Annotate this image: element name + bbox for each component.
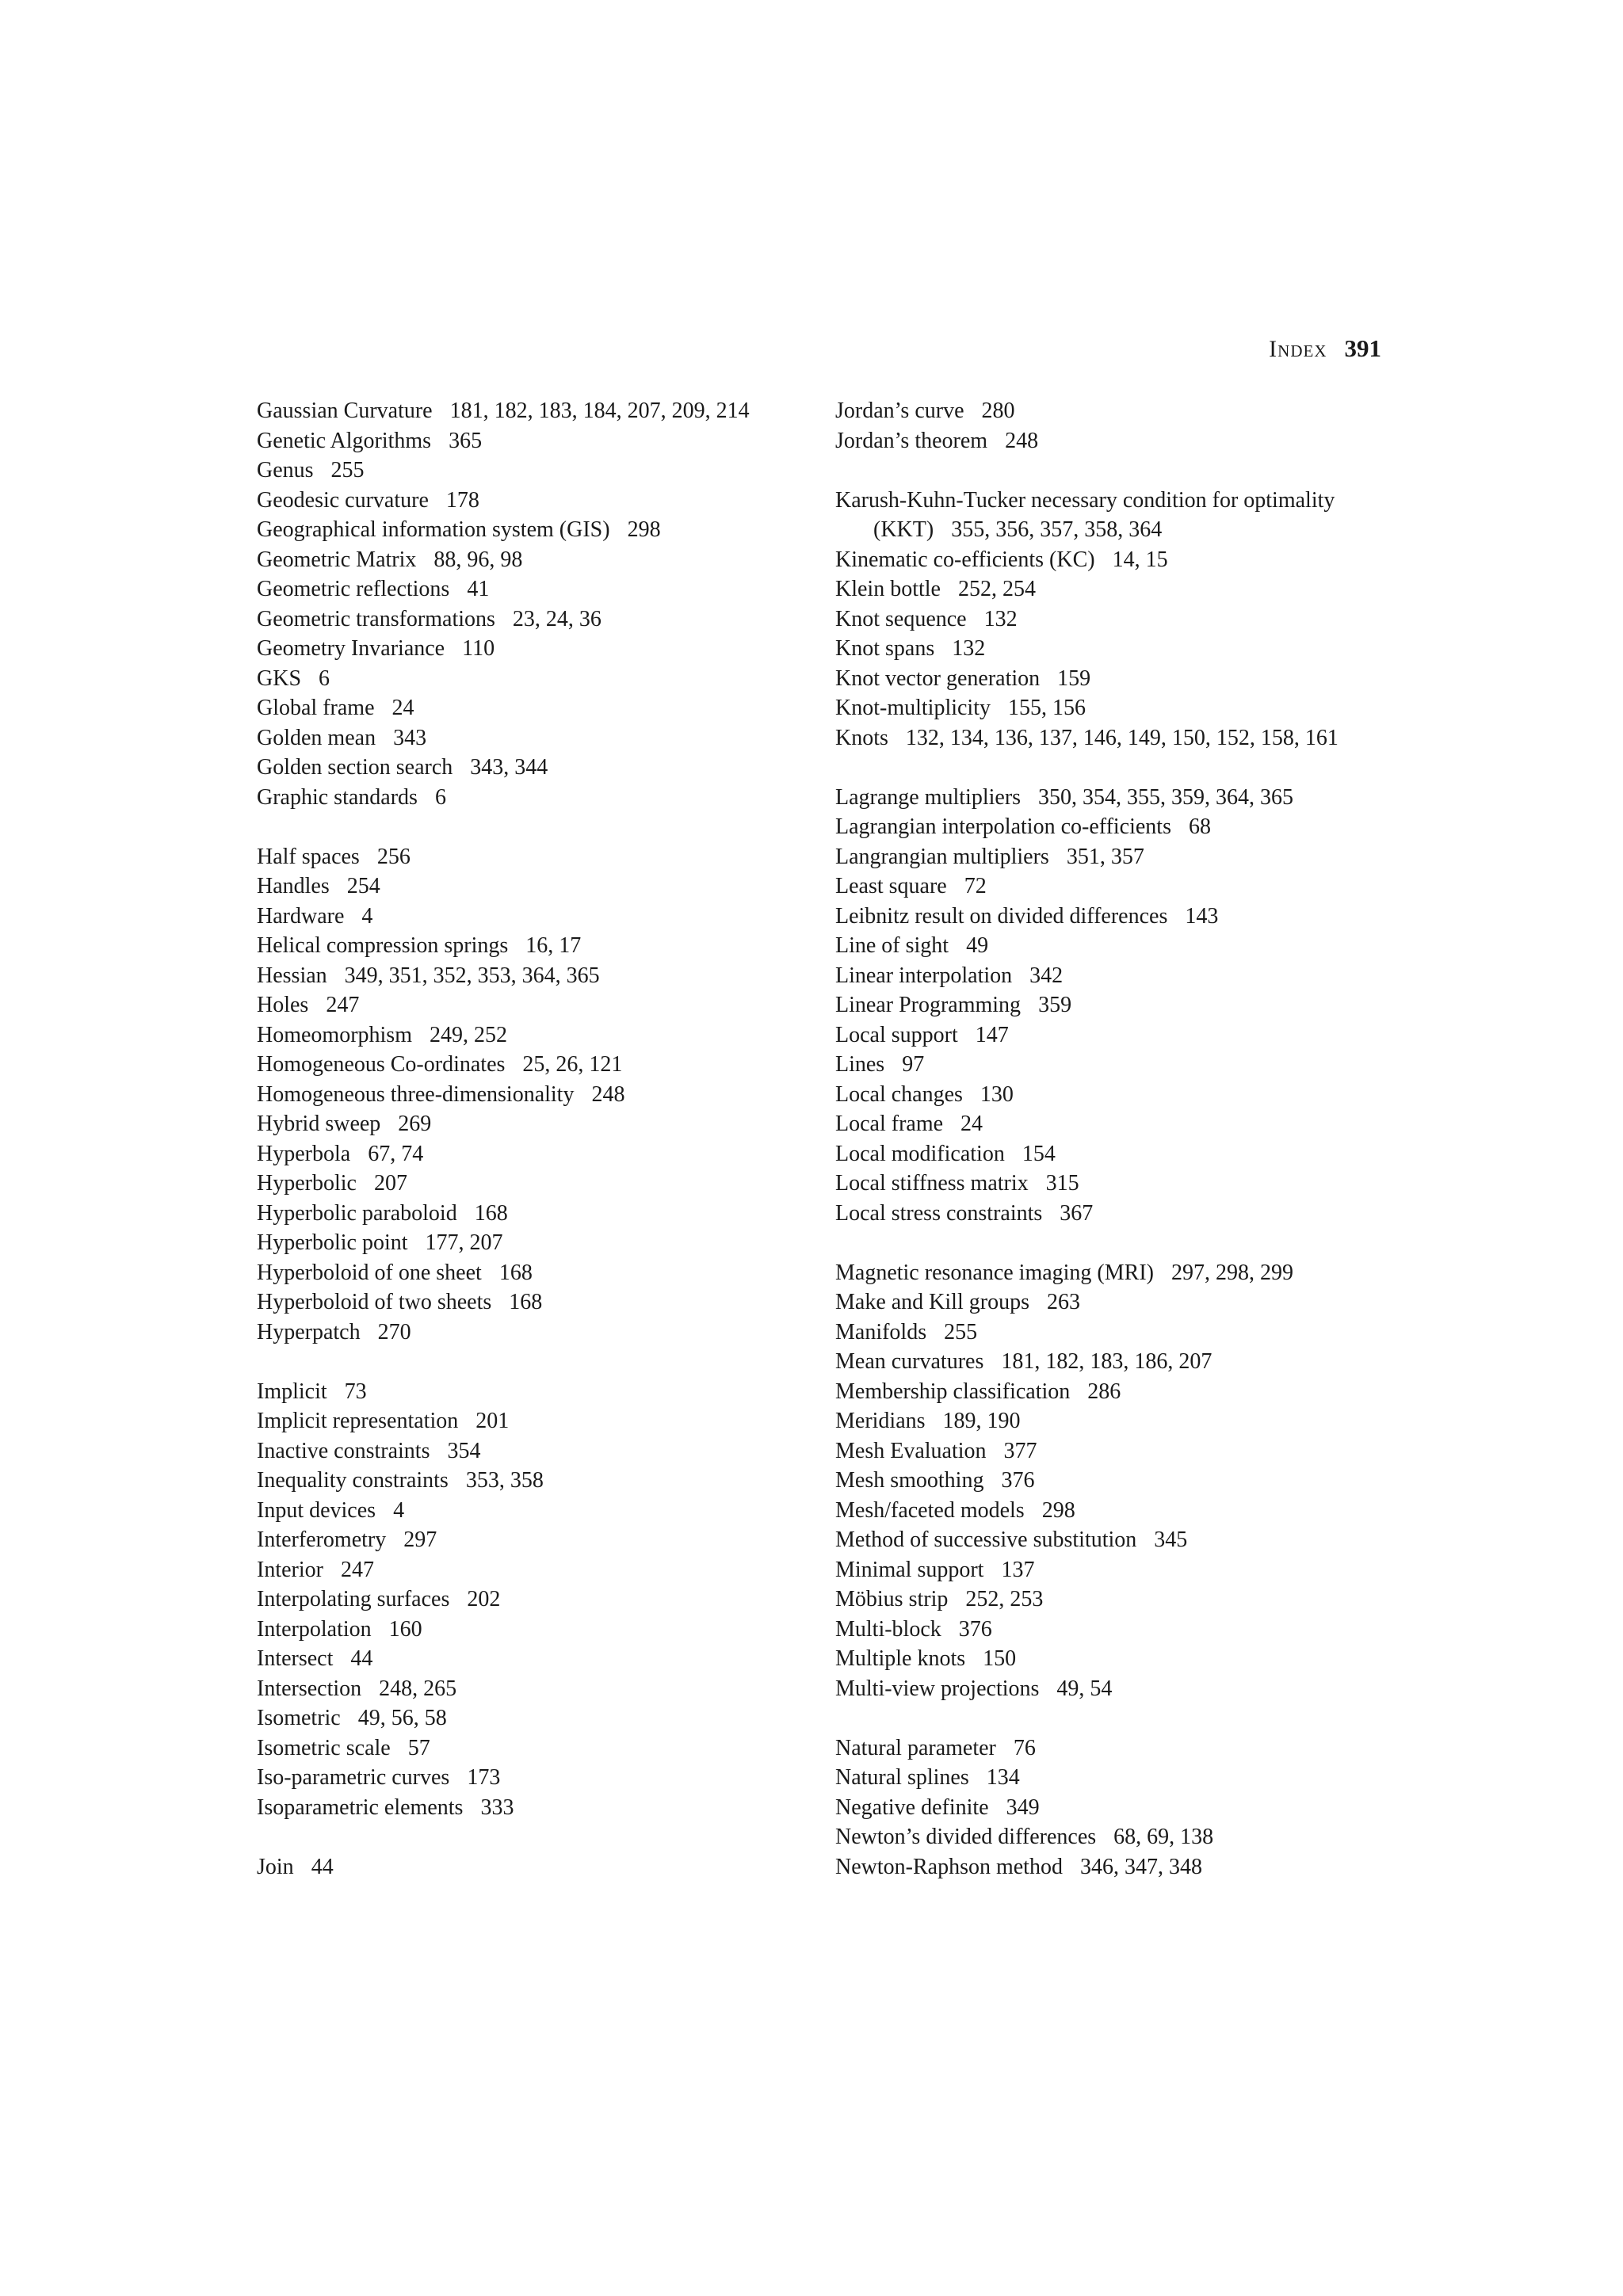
index-term: Natural parameter — [835, 1735, 996, 1760]
index-page-refs: 181, 182, 183, 186, 207 — [1001, 1349, 1212, 1374]
index-entry — [835, 961, 1390, 991]
index-entry — [835, 1822, 1390, 1852]
index-entry — [257, 1050, 812, 1080]
index-entry — [835, 871, 1390, 902]
index-term: Multiple knots — [835, 1646, 966, 1671]
index-entry — [257, 1080, 812, 1110]
index-entry — [257, 783, 812, 813]
index-term: Klein bottle — [835, 577, 941, 601]
index-page-refs: 97 — [902, 1052, 925, 1077]
index-page-refs: 72 — [964, 874, 987, 898]
index-page-refs: 202 — [467, 1587, 501, 1611]
index-page-refs: 346, 347, 348 — [1079, 1854, 1202, 1879]
index-entry — [257, 693, 812, 723]
index-entry — [257, 931, 812, 961]
index-entry — [835, 783, 1390, 813]
index-page-refs: 354 — [447, 1438, 481, 1463]
index-term: Implicit — [257, 1379, 327, 1404]
index-page-refs: 297 — [403, 1527, 437, 1552]
index-page-refs: 333 — [480, 1794, 514, 1820]
index-page-refs: 254 — [346, 874, 380, 898]
index-term: Membership classification — [835, 1379, 1071, 1404]
index-term: Local changes — [835, 1081, 963, 1107]
index-term: Isometric — [257, 1706, 341, 1730]
index-term: Linear interpolation — [835, 963, 1013, 988]
index-term: Minimal support — [835, 1557, 984, 1582]
index-page-refs: 286 — [1087, 1379, 1121, 1404]
index-entry — [835, 664, 1390, 694]
index-term: Homogeneous three-dimensionality — [257, 1081, 575, 1107]
index-entry — [257, 1258, 812, 1288]
index-page-refs: 349 — [1006, 1794, 1040, 1820]
index-term: Helical compression springs — [257, 933, 509, 958]
index-term: Inactive constraints — [257, 1438, 430, 1463]
index-term: Hybrid sweep — [257, 1112, 381, 1136]
index-page-refs: 49, 56, 58 — [357, 1706, 447, 1730]
index-page-refs: 177, 207 — [425, 1230, 503, 1255]
index-entry — [835, 842, 1390, 872]
index-entry — [257, 1228, 812, 1258]
index-term: Kinematic co-efficients (KC) — [835, 547, 1095, 572]
index-term: Join — [257, 1854, 294, 1879]
index-page-refs: 132 — [952, 636, 986, 661]
index-entry — [257, 574, 812, 605]
index-page-refs: 168 — [474, 1200, 508, 1226]
index-page-refs: 247 — [340, 1557, 374, 1582]
index-page-refs: 178 — [445, 487, 479, 513]
index-entry — [835, 634, 1390, 664]
index-entry — [257, 1406, 812, 1436]
index-term: Lagrangian interpolation co-efficients — [835, 814, 1171, 839]
index-entry — [835, 1525, 1390, 1555]
index-page-refs: 67, 74 — [368, 1141, 424, 1166]
index-page-refs: 73 — [344, 1379, 367, 1404]
index-term: Jordan’s theorem — [835, 428, 988, 453]
index-page-refs: 143 — [1185, 903, 1219, 929]
index-page-refs: 6 — [319, 666, 330, 691]
index-page-refs: 252, 254 — [957, 577, 1036, 601]
index-term: Knot spans — [835, 636, 935, 661]
index-entry — [835, 605, 1390, 635]
index-term: Knot vector generation — [835, 666, 1041, 691]
index-entry — [257, 1674, 812, 1704]
index-term: Knot sequence — [835, 606, 967, 631]
index-entry — [835, 812, 1390, 842]
section-label: Index — [1269, 336, 1327, 362]
index-term: Hyperboloid of two sheets — [257, 1290, 492, 1314]
index-entry — [257, 1703, 812, 1733]
index-entry — [835, 1674, 1390, 1704]
index-page-refs: 160 — [388, 1616, 422, 1642]
index-term: Geometry Invariance — [257, 636, 445, 661]
index-entry — [257, 664, 812, 694]
index-entry — [835, 1139, 1390, 1169]
index-column-right — [835, 396, 1390, 1882]
index-page-refs: 16, 17 — [525, 933, 582, 958]
index-entry — [257, 1585, 812, 1615]
index-page-refs: 147 — [975, 1022, 1009, 1047]
index-term: Gaussian Curvature — [257, 399, 433, 423]
index-page-refs: 181, 182, 183, 184, 207, 209, 214 — [449, 399, 750, 423]
index-page-refs: 130 — [980, 1081, 1014, 1107]
index-entry — [835, 1258, 1390, 1288]
index-page-refs: 25, 26, 121 — [522, 1052, 623, 1077]
index-term: Geometric transformations — [257, 606, 495, 631]
index-term: Local stress constraints — [835, 1200, 1043, 1226]
index-page-refs: 376 — [958, 1616, 992, 1642]
index-page-refs: 4 — [361, 903, 373, 929]
index-page-refs: 342 — [1029, 963, 1064, 988]
index-entry — [835, 931, 1390, 961]
index-term: Negative definite — [835, 1794, 989, 1820]
index-page-refs: 377 — [1003, 1438, 1037, 1463]
index-entry — [835, 1644, 1390, 1674]
index-term: Interferometry — [257, 1527, 387, 1552]
index-entry — [257, 426, 812, 456]
index-page-refs: 68 — [1188, 814, 1211, 839]
index-page-refs: 255 — [330, 458, 365, 482]
index-page-refs: 365 — [449, 428, 483, 453]
index-entry — [257, 723, 812, 753]
index-page-refs: 248 — [591, 1081, 625, 1107]
index-term: Knot-multiplicity — [835, 696, 991, 720]
index-entry — [257, 1109, 812, 1139]
index-entry — [835, 990, 1390, 1020]
index-entry — [257, 1615, 812, 1645]
index-page-refs: 134 — [986, 1765, 1020, 1790]
index-term: Genetic Algorithms — [257, 428, 432, 453]
index-page-refs: 343 — [393, 725, 427, 750]
index-term: Natural splines — [835, 1765, 969, 1790]
index-page-refs: 14, 15 — [1112, 547, 1168, 572]
index-term: Leibnitz result on divided differences — [835, 903, 1168, 929]
index-page-refs: 355, 356, 357, 358, 364 — [951, 517, 1163, 542]
index-entry — [257, 871, 812, 902]
index-term: Interpolating surfaces — [257, 1587, 450, 1611]
index-page-refs: 269 — [398, 1112, 432, 1136]
index-term: Möbius strip — [835, 1587, 949, 1611]
index-term: Hyperbola — [257, 1141, 351, 1166]
index-entry — [257, 456, 812, 486]
index-term: Method of successive substitution — [835, 1527, 1137, 1552]
index-entry — [257, 605, 812, 635]
index-entry — [835, 396, 1390, 426]
index-page-refs: 353, 358 — [465, 1468, 544, 1493]
index-entry — [835, 1436, 1390, 1466]
index-term: Linear Programming — [835, 993, 1022, 1017]
index-page-refs: 57 — [407, 1735, 430, 1760]
index-term: Handles — [257, 874, 330, 898]
index-entry — [257, 1318, 812, 1348]
index-term: Homeomorphism — [257, 1022, 412, 1047]
index-page-refs: 359 — [1038, 993, 1072, 1017]
index-entry — [257, 486, 812, 516]
index-page-refs: 110 — [462, 636, 495, 661]
index-entry — [257, 1733, 812, 1764]
index-term: Local modification — [835, 1141, 1005, 1166]
index-entry — [257, 396, 812, 426]
index-entry — [835, 545, 1390, 575]
index-page-refs: 137 — [1001, 1557, 1035, 1582]
index-page-refs: 132, 134, 136, 137, 146, 149, 150, 152, 158, 161 — [905, 725, 1338, 750]
index-page-refs: 248 — [1005, 428, 1039, 453]
index-page-refs: 4 — [393, 1497, 405, 1523]
index-entry — [835, 1496, 1390, 1526]
index-entry — [835, 1377, 1390, 1407]
index-term: Local stiffness matrix — [835, 1171, 1029, 1196]
index-entry — [835, 574, 1390, 605]
index-entry — [835, 1318, 1390, 1348]
index-term: Golden mean — [257, 725, 376, 750]
index-term: Magnetic resonance imaging (MRI) — [835, 1260, 1154, 1285]
index-page-refs: 173 — [467, 1765, 501, 1790]
index-entry — [257, 1763, 812, 1793]
index-page-refs: 247 — [326, 993, 360, 1017]
index-page-refs: 345 — [1154, 1527, 1188, 1552]
page-number: 391 — [1344, 334, 1381, 362]
index-page-refs: 88, 96, 98 — [433, 547, 523, 572]
index-entry — [835, 1080, 1390, 1110]
index-entry — [835, 1287, 1390, 1318]
index-page-refs: 256 — [376, 844, 411, 869]
index-page-refs: 263 — [1046, 1290, 1080, 1314]
index-page-refs: 248, 265 — [379, 1676, 457, 1701]
index-entry — [835, 1406, 1390, 1436]
index-page-refs: 252, 253 — [965, 1587, 1044, 1611]
index-term: Multi-view projections — [835, 1676, 1040, 1701]
index-page-refs: 376 — [1001, 1468, 1035, 1493]
index-entry — [257, 961, 812, 991]
index-term: Karush-Kuhn-Tucker necessary condition for optimality (KKT) — [835, 487, 1335, 542]
index-term: Mesh smoothing — [835, 1468, 984, 1493]
index-term: Lagrange multipliers — [835, 784, 1022, 810]
index-page-refs: 76 — [1013, 1735, 1036, 1760]
index-entry — [257, 1466, 812, 1496]
index-term: Newton-Raphson method — [835, 1854, 1063, 1879]
index-page-refs: 24 — [391, 696, 414, 720]
index-term: Langrangian multipliers — [835, 844, 1049, 869]
index-page-refs: 201 — [475, 1409, 510, 1433]
index-term: Hyperpatch — [257, 1319, 361, 1344]
index-term: Intersection — [257, 1676, 362, 1701]
index-term: Geographical information system (GIS) — [257, 517, 610, 542]
index-entry — [835, 1763, 1390, 1793]
index-page-refs: 24 — [960, 1112, 983, 1136]
index-page-refs: 159 — [1057, 666, 1091, 691]
index-term: Lines — [835, 1052, 885, 1077]
index-term: Global frame — [257, 696, 375, 720]
index-page-refs: 44 — [350, 1646, 373, 1671]
index-term: Inequality constraints — [257, 1468, 449, 1493]
index-page-refs: 150 — [983, 1646, 1017, 1671]
index-entry — [257, 1139, 812, 1169]
index-entry — [257, 1525, 812, 1555]
index-term: Graphic standards — [257, 784, 418, 810]
index-entry — [835, 1020, 1390, 1051]
index-entry — [835, 1585, 1390, 1615]
index-entry — [257, 1793, 812, 1823]
index-page-refs: 351, 357 — [1066, 844, 1144, 869]
index-term: Mean curvatures — [835, 1349, 984, 1374]
index-entry — [257, 1020, 812, 1051]
index-term: Jordan’s curve — [835, 399, 964, 423]
index-page-refs: 168 — [498, 1260, 533, 1285]
index-term: Isometric scale — [257, 1735, 391, 1760]
index-entry — [835, 1109, 1390, 1139]
index-term: Hyperboloid of one sheet — [257, 1260, 482, 1285]
index-entry — [257, 515, 812, 545]
index-term: Genus — [257, 458, 314, 482]
index-term: Mesh Evaluation — [835, 1438, 987, 1463]
index-term: Line of sight — [835, 933, 949, 958]
index-term: Iso-parametric curves — [257, 1765, 450, 1790]
index-page-refs: 367 — [1060, 1200, 1094, 1226]
index-entry — [257, 1377, 812, 1407]
running-head — [1269, 333, 1381, 365]
index-page-refs: 343, 344 — [470, 755, 548, 780]
index-term: Meridians — [835, 1409, 926, 1433]
index-term: Local frame — [835, 1112, 944, 1136]
index-page-refs: 41 — [467, 577, 490, 601]
index-term: Multi-block — [835, 1616, 941, 1642]
index-page-refs: 23, 24, 36 — [512, 606, 601, 631]
index-entry — [835, 1852, 1390, 1882]
index-term: Intersect — [257, 1646, 334, 1671]
index-page-refs: 49 — [966, 933, 989, 958]
index-entry — [835, 723, 1390, 753]
index-term: Holes — [257, 993, 309, 1017]
index-term: Interpolation — [257, 1616, 372, 1642]
index-term: Geodesic curvature — [257, 487, 429, 513]
index-page-refs: 68, 69, 138 — [1113, 1825, 1214, 1849]
index-entry — [257, 1199, 812, 1229]
index-term: Half spaces — [257, 844, 360, 869]
index-term: Hyperbolic — [257, 1171, 357, 1196]
index-term: Interior — [257, 1557, 323, 1582]
index-page-refs: 249, 252 — [430, 1022, 507, 1047]
index-entry — [835, 1466, 1390, 1496]
index-entry — [257, 1852, 812, 1882]
index-entry — [257, 1644, 812, 1674]
index-column-left — [257, 396, 812, 1882]
index-term: Golden section search — [257, 755, 453, 780]
index-entry — [257, 1287, 812, 1318]
index-page-refs: 298 — [627, 517, 661, 542]
index-entry — [835, 1347, 1390, 1377]
index-term: Manifolds — [835, 1319, 927, 1344]
index-term: Least square — [835, 874, 947, 898]
index-term: Input devices — [257, 1497, 376, 1523]
index-page-refs: 168 — [509, 1290, 543, 1314]
index-term: Newton’s divided differences — [835, 1825, 1097, 1849]
index-term: Implicit representation — [257, 1409, 459, 1433]
index-entry — [257, 545, 812, 575]
index-page-refs: 44 — [311, 1854, 334, 1879]
index-entry — [257, 1496, 812, 1526]
index-entry — [835, 1169, 1390, 1199]
index-page-refs: 6 — [434, 784, 446, 810]
index-term: Make and Kill groups — [835, 1290, 1029, 1314]
index-entry — [835, 426, 1390, 456]
index-term: Hyperbolic paraboloid — [257, 1200, 457, 1226]
index-page-refs: 350, 354, 355, 359, 364, 365 — [1038, 784, 1294, 810]
index-page-refs: 132 — [983, 606, 1018, 631]
index-page-refs: 297, 298, 299 — [1170, 1260, 1293, 1285]
index-page-refs: 207 — [373, 1171, 407, 1196]
index-term: Mesh/faceted models — [835, 1497, 1025, 1523]
index-page-refs: 349, 351, 352, 353, 364, 365 — [344, 963, 600, 988]
index-term: Homogeneous Co-ordinates — [257, 1052, 506, 1077]
index-entry — [835, 486, 1390, 545]
index-page-refs: 270 — [377, 1319, 411, 1344]
index-entry — [257, 842, 812, 872]
index-entry — [257, 1169, 812, 1199]
index-entry — [835, 1793, 1390, 1823]
index-term: Geometric Matrix — [257, 547, 417, 572]
index-term: Hessian — [257, 963, 327, 988]
index-page-refs: 280 — [981, 399, 1015, 423]
index-term: Hardware — [257, 903, 345, 929]
index-entry — [835, 1199, 1390, 1229]
index-term: Knots — [835, 725, 888, 750]
index-page-refs: 155, 156 — [1008, 696, 1086, 720]
index-entry — [835, 693, 1390, 723]
index-entry — [257, 753, 812, 783]
index-entry — [257, 902, 812, 932]
index-term: Isoparametric elements — [257, 1794, 464, 1820]
index-entry — [835, 1615, 1390, 1645]
index-entry — [257, 990, 812, 1020]
index-term: Geometric reflections — [257, 577, 450, 601]
index-entry — [835, 1555, 1390, 1585]
index-entry — [835, 902, 1390, 932]
index-entry — [257, 634, 812, 664]
index-page-refs: 298 — [1041, 1497, 1075, 1523]
index-page-refs: 189, 190 — [942, 1409, 1021, 1433]
index-page-refs: 315 — [1045, 1171, 1079, 1196]
index-entry — [835, 1050, 1390, 1080]
index-term: GKS — [257, 666, 302, 691]
index-entry — [835, 1733, 1390, 1764]
index-term: Local support — [835, 1022, 958, 1047]
index-page-refs: 49, 54 — [1056, 1676, 1113, 1701]
index-page-refs: 154 — [1022, 1141, 1056, 1166]
index-entry — [257, 1436, 812, 1466]
index-entry — [257, 1555, 812, 1585]
index-page-refs: 255 — [944, 1319, 978, 1344]
index-term: Hyperbolic point — [257, 1230, 408, 1255]
